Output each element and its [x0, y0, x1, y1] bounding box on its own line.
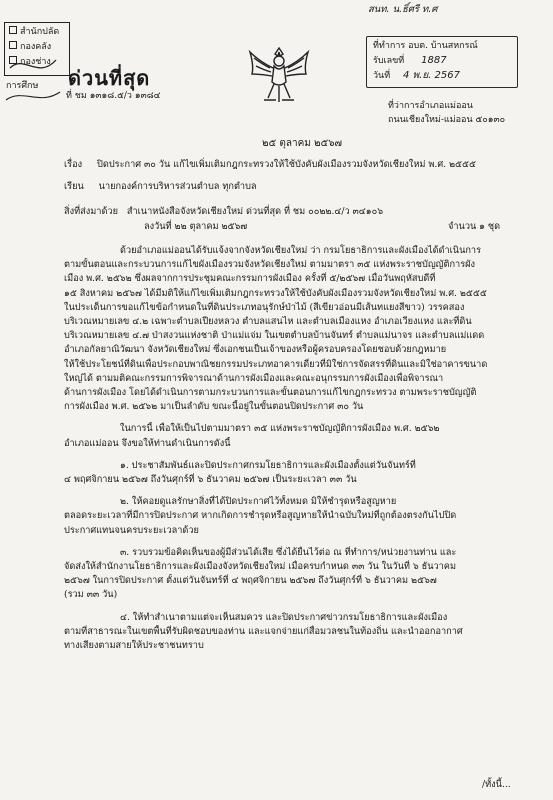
body-line: บริเวณหมายเลข ๔.๒ เฉพาะตำบลเปียงหลวง ตำบลแสนไห และตำบลเมืองแหง อำเภอเวียงแหง และที่ดิน [64, 316, 472, 328]
body-line: ตลอดระยะเวลาที่มีการปิดประกาศ หากเกิดการชำรุดหรือสูญหายให้นำฉบับใหม่ที่ถูกต้องตรงกันไปปิด [64, 510, 457, 522]
body-line: ในการนี้ เพื่อให้เป็นไปตามมาตรา ๓๕ แห่งพระราชบัญญัติการผังเมือง พ.ศ. ๒๕๖๒ [120, 423, 440, 435]
body-line: ๓. รวบรวมข้อคิดเห็นของผู้มีส่วนได้เสีย ซึ่งได้ยื่นไว้ต่อ ณ ที่ทำการ/หน่วยงานท่าน และ [120, 546, 457, 558]
body-line: อำเภอกัลยาณิวัฒนา จังหวัดเชียงใหม่ ซึ่งเอกชนเป็นเจ้าของหรือผู้ครอบครองโดยชอบด้วยกฎหมาย [64, 344, 447, 356]
checklist-item: กองคลัง [9, 41, 51, 53]
handwritten-scribble [4, 40, 64, 110]
body-line: ๒. ให้คอยดูแลรักษาสิ่งที่ได้ปิดประกาศไว้ทั้งหมด มิให้ชำรุดหรือสูญหาย [120, 496, 397, 508]
body-line: ๒๕๖๗ ในการปิดประกาศ ตั้งแต่วันจันทร์ที่ ๔ พฤศจิกายน ๒๕๖๗ ถึงวันศุกร์ที่ ๖ ธันวาคม ๒๕๖๗ [64, 575, 437, 587]
body-line: การผังเมือง พ.ศ. ๒๕๖๒ มาเป็นลำดับ ขณะนี้อยู่ในขั้นตอนปิดประกาศ ๓๐ วัน [64, 401, 364, 413]
body-line: เมือง พ.ศ. ๒๕๖๒ ซึ่งผลจากการประชุมคณะกรรมการผังเมือง ครั้งที่ ๕/๒๕๖๗ เมื่อวันพฤหัสบดีที่ [64, 273, 436, 285]
body-line: ทางเสียงตามสายให้ประชาชนทราบ [64, 640, 204, 652]
checklist-item: สำนักปลัด [9, 26, 59, 38]
body-line: จัดส่งให้สำนักงานโยธาธิการและผังเมืองจังหวัดเชียงใหม่ เมื่อครบกำหนด ๓๓ วัน ในวันที่ ๖ ธันวาคม [64, 561, 456, 573]
sender-office: ที่ว่าการอำเภอแม่ออน [388, 101, 473, 111]
stamp-date-row: วันที่ 4 พ.ย. 2567 [373, 70, 460, 81]
body-line: (รวม ๓๓ วัน) [64, 589, 118, 601]
attachment-date: ลงวันที่ ๒๒ ตุลาคม ๒๕๖๗ [144, 221, 248, 232]
continuation-marker: /ทั้งนี้... [482, 779, 511, 790]
checklist-partial-line: การศึกษ [6, 81, 39, 91]
body-line: ประกาศแทนจนครบระยะเวลาด้วย [64, 524, 199, 536]
letter-body [64, 244, 530, 653]
body-line: ใหญ่ได้ ตามมติคณะกรรมการพิจารณาด้านการผังเมืองและคณะอนุกรรมการผังเมืองเพื่อพิจารณา [64, 372, 444, 384]
body-line: อำเภอแม่ออน จึงขอให้ท่านดำเนินการดังนี้ [64, 437, 231, 449]
stamp-received-row: รับเลขที่ 1887 [373, 55, 447, 66]
body-line: ๑. ประชาสัมพันธ์และปิดประกาศกรมโยธาธิการและผังเมืองตั้งแต่วันจันทร์ที่ [120, 459, 416, 471]
subject-line: เรื่อง ปิดประกาศ ๓๐ วัน แก้ไขเพิ่มเติมกฎกระทรวงให้ใช้บังคับผังเมืองรวมจังหวัดเชียงใหม่ พ.ศ. ๒๕๕๕ [64, 159, 476, 170]
body-line: ๔ พฤศจิกายน ๒๕๖๗ ถึงวันศุกร์ที่ ๖ ธันวาคม ๒๕๖๗ เป็นระยะเวลา ๓๓ วัน [64, 474, 357, 486]
checklist-item: กองช่าง [9, 56, 51, 68]
document-number: ที่ ชม ๑๓๑๘.๕/ว ๑๓๘๔ [66, 91, 161, 101]
body-line: ด้วยอำเภอแม่ออนได้รับแจ้งจากจังหวัดเชียงใหม่ ว่า กรมโยธาธิการและผังเมืองได้ดำเนินการ [120, 245, 482, 256]
attachment-line: สิ่งที่ส่งมาด้วย สำเนาหนังสือจังหวัดเชียงใหม่ ด่วนที่สุด ที่ ชม ๐๐๒๒.๔/ว ๓๔๑๐๖ [64, 206, 384, 217]
stamp-date: 4 พ.ย. 2567 [403, 70, 460, 81]
body-line: ๑๕ สิงหาคม ๒๕๖๗ ได้มีมติให้แก้ไขเพิ่มเติมกฎกระทรวงให้ใช้บังคับผังเมืองรวมจังหวัดเชียงใหม่ พ.ศ. ๒๕๕๕ [64, 287, 487, 299]
body-line: ๔. ให้ทำสำเนาตามแต่จะเห็นสมควร และปิดประกาศข่าวกรมโยธาธิการและผังเมือง [120, 611, 448, 623]
stamp-received-no: 1887 [421, 55, 447, 66]
receipt-stamp [366, 36, 518, 88]
sender-road: ถนนเชียงใหม่-แม่ออน ๕๐๑๓๐ [388, 115, 506, 125]
body-line: ให้ใช้ประโยชน์ที่ดินเพื่อประกอบพาณิชยกรรมประเภทอาคารเดี่ยวที่มิใช่การจัดสรรที่ดินและมิใช่อาคารขนาด [64, 358, 488, 370]
urgency-label: ด่วนที่สุด [68, 66, 151, 90]
body-line: ในประเด็นการขอแก้ไขข้อกำหนดในที่ดินประเภทอนุรักษ์ป่าไม้ (สีเขียวอ่อนมีเส้นทแยงสีขาว) วรรคสอง [64, 301, 465, 313]
garuda-emblem-icon [246, 44, 312, 106]
body-line: ตามที่สาธารณะในเขตพื้นที่รับผิดชอบของท่าน และแจกจ่ายแก่สื่อมวลชนในท้องถิ่น และนำออกอากาศ [64, 625, 463, 637]
body-line: บริเวณหมายเลข ๔.๗ ป่าสงวนแห่งชาติ ป่าแม่แจ่ม ในเขตตำบลบ้านจันทร์ ตำบลแม่นาจร และตำบลแม่แดด [64, 330, 485, 342]
attachment-count: จำนวน ๑ ชุด [448, 221, 501, 232]
stamp-org: ที่ทำการ อบต. บ้านสหกรณ์ [373, 41, 478, 51]
body-line: ด้านการผังเมือง โดยได้ดำเนินการตามกระบวนการและขั้นตอนการแก้ไขกฎกระทรวง ตามพระราชบัญญัติ [64, 387, 477, 399]
handwritten-note: สนท. น.ธิ์ศรี ท.ศ [368, 4, 438, 15]
checkbox-icon [9, 26, 17, 34]
letter-date: ๒๕ ตุลาคม ๒๕๖๗ [262, 138, 343, 149]
recipient-line: เรียน นายกองค์การบริหารส่วนตำบล ทุกตำบล [64, 181, 257, 192]
body-line: ตามขั้นตอนและกระบวนการแก้ไขผังเมืองรวมจังหวัดเชียงใหม่ ตามมาตรา ๓๕ แห่งพระราชบัญญัติการผัง [64, 259, 476, 271]
